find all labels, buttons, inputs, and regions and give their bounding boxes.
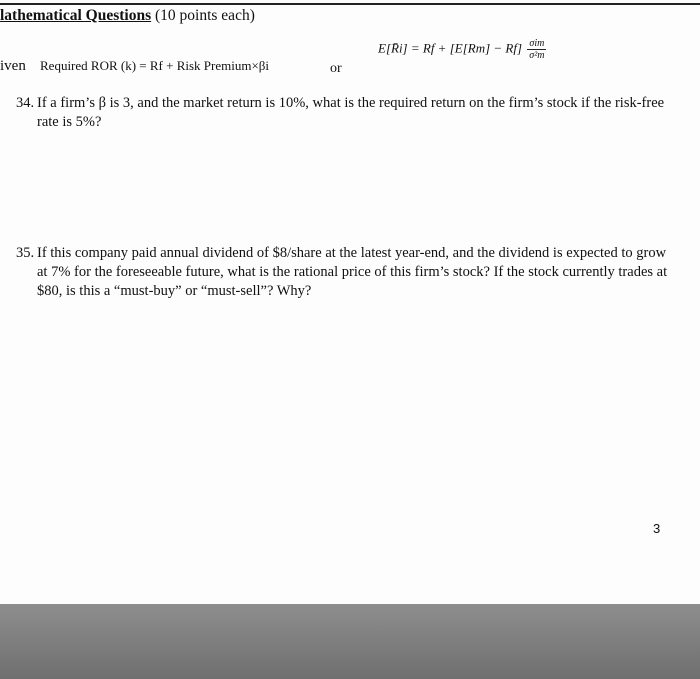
or-connector: or (330, 61, 342, 76)
bottom-gray-bar (0, 604, 700, 679)
required-return-formula: Required ROR (k) = Rf + Risk Premium×βi (40, 58, 270, 73)
capm-fraction-denominator: σ²m (529, 50, 545, 61)
page-number: 3 (653, 521, 661, 536)
top-rule (0, 3, 700, 5)
question-number: 35. (16, 245, 35, 261)
capm-equation (378, 38, 546, 61)
capm-left-side: E[R̄i] = Rf + [E[Rm] − Rf] (378, 40, 523, 56)
capm-fraction (527, 38, 546, 61)
question-text: If this company paid annual dividend of $8/share at the latest year-end, and the dividend is expected to grow at 7% for the foreseeable future, what is the rational price of this firm’s stock? If the stock currently trades at $80, is this a “must-buy” or “must-sell”? Why? (37, 245, 668, 299)
section-title: lathematical Questions (0, 7, 152, 24)
question-number: 34. (16, 95, 35, 111)
capm-fraction-numerator: σim (527, 38, 546, 50)
given-formula-row (0, 58, 270, 75)
given-lead: iven (0, 58, 26, 74)
section-heading (0, 7, 255, 25)
question-text: If a firm’s β is 3, and the market return is 10%, what is the required return on the firm’s stock if the risk-free rate is 5%? (37, 95, 665, 130)
section-points: (10 points each) (155, 7, 255, 24)
